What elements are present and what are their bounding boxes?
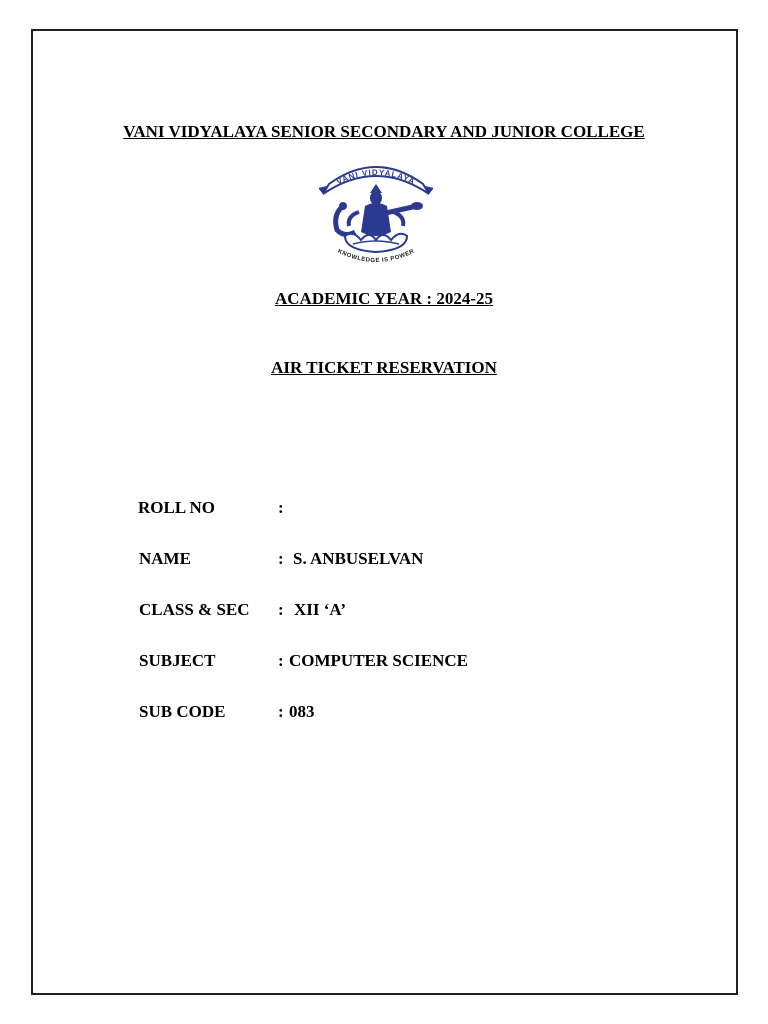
detail-label: SUB CODE [139,702,226,721]
detail-label: NAME [139,549,191,568]
detail-separator: : [278,651,284,670]
detail-label: SUBJECT [139,651,216,670]
detail-separator: : [278,702,284,721]
detail-value: COMPUTER SCIENCE [289,651,468,670]
project-title: AIR TICKET RESERVATION [271,358,497,377]
detail-value: XII ‘A’ [294,600,347,619]
school-emblem-logo [319,160,433,270]
svg-text:VANI VIDYALAYA [335,168,417,187]
detail-value: 083 [289,702,315,721]
detail-label: ROLL NO [138,498,215,517]
logo-banner-text: VANI VIDYALAYA [335,167,417,187]
detail-value: S. ANBUSELVAN [293,549,424,568]
academic-year: ACADEMIC YEAR : 2024-25 [275,289,493,308]
school-name: VANI VIDYALAYA SENIOR SECONDARY AND JUNIOR COLLEGE [123,122,645,141]
logo-motto-text: KNOWLEDGE IS POWER [336,248,416,265]
detail-separator: : [278,600,284,619]
detail-label: CLASS & SEC [139,600,250,619]
detail-separator: : [278,498,284,517]
detail-separator: : [278,549,284,568]
